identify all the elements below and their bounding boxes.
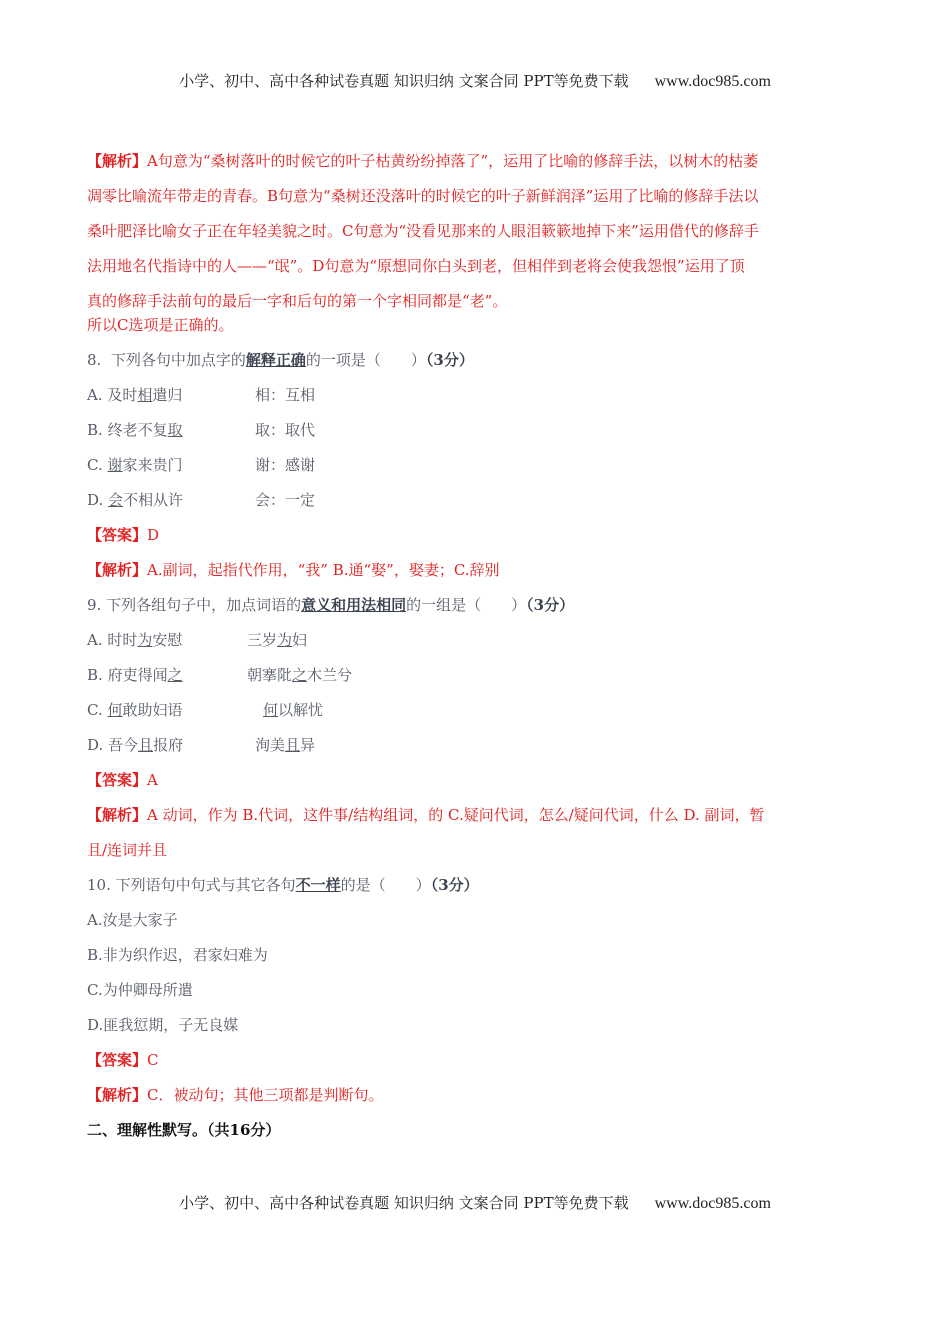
q8-option-a: [87, 383, 865, 418]
q9-option-d: [87, 733, 865, 768]
header-url[interactable]: www.doc985.com: [654, 73, 771, 90]
q9-analysis: [87, 803, 865, 838]
answer-label: 【答案】: [87, 526, 148, 544]
footer-url[interactable]: www.doc985.com: [654, 1195, 771, 1212]
answer-label: 【答案】: [87, 1051, 148, 1069]
option-text: 吾今: [108, 736, 139, 754]
analysis-line: 凋零比喻流年带走的青春。B句意为“桑树还没落叶的时候它的叶子新鲜润泽”运用了比喻的修辞手法以: [87, 187, 759, 205]
page-header: [0, 70, 950, 91]
option-letter: A.: [87, 631, 103, 649]
option-text: 遣归: [152, 386, 183, 404]
q8-answer: [87, 523, 865, 558]
answer-value: A: [147, 771, 158, 789]
question-score: （3分）: [526, 596, 575, 614]
analysis-label: 【解析】: [87, 561, 148, 579]
q7-analysis: [87, 144, 865, 319]
option-text: 家来贵门: [122, 456, 183, 474]
question-number: 10.: [87, 876, 111, 894]
question-number: 9.: [87, 596, 102, 614]
analysis-line: A句意为“桑树落叶的时候它的叶子枯黄纷纷掉落了”，运用了比喻的修辞手法，以树木的枯萎: [147, 152, 759, 170]
option-text: 洵美: [255, 736, 286, 754]
q10-option-c: C.为仲卿母所遣: [87, 981, 193, 999]
question-prefix: 下列各句中加点字的: [110, 351, 246, 369]
analysis-line: 桑叶肥泽比喻女子正在年轻美貌之时。C句意为“没看见那来的人眼泪簌簌地掉下来”运用借代的修辞手: [87, 222, 759, 240]
q8-option-c: [87, 453, 865, 488]
option-gloss: 取：取代: [255, 421, 316, 439]
option-text: 敢助妇语: [122, 701, 183, 719]
q9-option-c: [87, 698, 865, 733]
page-footer: [0, 1192, 950, 1213]
question-emphasis: 不一样: [295, 876, 341, 894]
option-text: 报府: [153, 736, 184, 754]
q8-analysis: [87, 558, 865, 593]
option-text: 不相从许: [123, 491, 184, 509]
dotted-char: 相: [137, 386, 153, 404]
question-score: （3分）: [425, 351, 474, 369]
analysis-text: A.副词，起指代作用，“我” B.通“娶”，娶妻；C.辞别: [147, 561, 500, 579]
header-text: 小学、初中、高中各种试卷真题 知识归纳 文案合同 PPT等免费下载: [179, 72, 629, 90]
question-suffix: 的一项是（ ）: [305, 351, 426, 369]
question-emphasis: 意义和用法相同: [301, 596, 407, 614]
option-gloss: 会：一定: [255, 491, 316, 509]
q10-answer: [87, 1048, 865, 1083]
option-letter: B.: [87, 666, 103, 684]
option-letter: D.: [87, 491, 104, 509]
document-body: [87, 144, 865, 1153]
q10-option-a: A.汝是大家子: [87, 911, 178, 929]
q9-option-a: [87, 628, 865, 663]
option-text: 府吏得闻: [107, 666, 168, 684]
q10-analysis: [87, 1083, 865, 1118]
option-letter: C.: [87, 456, 103, 474]
option-text: 木兰兮: [307, 666, 353, 684]
question-score: （3分）: [430, 876, 479, 894]
question-emphasis: 解释正确: [245, 351, 306, 369]
q9-answer: [87, 768, 865, 803]
dotted-char: 何: [263, 701, 279, 719]
q8-option-d: [87, 488, 865, 523]
q9-analysis-cont: 且/连词并且: [87, 841, 168, 859]
question-number: 8.: [87, 351, 102, 369]
analysis-label: 【解析】: [87, 806, 148, 824]
q9-question: [87, 593, 865, 628]
q7-conclusion: 所以C选项是正确的。: [87, 316, 234, 334]
q10-option-b: B.非为织作迟，君家妇难为: [87, 946, 268, 964]
dotted-char: 会: [108, 491, 124, 509]
analysis-line: 法用地名代指诗中的人——“氓”。D句意为“原想同你白头到老，但相伴到老将会使我怨恨”运用了顶: [87, 257, 745, 275]
q10-question: [87, 873, 865, 908]
dotted-char: 且: [285, 736, 301, 754]
analysis-text: A 动词，作为 B.代词，这件事/结构组词，的 C.疑问代词，怎么/疑问代词，什么 D. 副词，暂: [147, 806, 765, 824]
analysis-line: 真的修辞手法前句的最后一字和后句的第一个字相同都是“老”。: [87, 292, 508, 310]
option-text: 安慰: [152, 631, 183, 649]
q8-question: [87, 348, 865, 383]
answer-value: C: [147, 1051, 159, 1069]
option-text: 时时: [107, 631, 138, 649]
dotted-char: 为: [137, 631, 153, 649]
q10-option-d: D.匪我愆期，子无良媒: [87, 1016, 239, 1034]
dotted-char: 取: [167, 421, 183, 439]
dotted-char: 之: [167, 666, 183, 684]
answer-label: 【答案】: [87, 771, 148, 789]
option-text: 终老不复: [107, 421, 168, 439]
option-text: 异: [300, 736, 316, 754]
question-prefix: 下列各组句子中，加点词语的: [106, 596, 302, 614]
answer-value: D: [147, 526, 160, 544]
footer-text: 小学、初中、高中各种试卷真题 知识归纳 文案合同 PPT等免费下载: [179, 1194, 629, 1212]
q9-option-b: [87, 663, 865, 698]
question-suffix: 的一组是（ ）: [406, 596, 527, 614]
option-text: 朝搴阰: [247, 666, 293, 684]
option-letter: A.: [87, 386, 103, 404]
option-text: 以解忧: [278, 701, 324, 719]
section-heading: 二、理解性默写。（共16分）: [87, 1121, 281, 1139]
q8-option-b: [87, 418, 865, 453]
analysis-label: 【解析】: [87, 1086, 148, 1104]
dotted-char: 之: [292, 666, 308, 684]
analysis-label: 【解析】: [87, 152, 148, 170]
option-letter: C.: [87, 701, 103, 719]
analysis-text: C．被动句；其他三项都是判断句。: [147, 1086, 384, 1104]
dotted-char: 谢: [107, 456, 123, 474]
dotted-char: 何: [107, 701, 123, 719]
option-text: 及时: [107, 386, 138, 404]
dotted-char: 为: [277, 631, 293, 649]
option-gloss: 谢：感谢: [255, 456, 316, 474]
option-letter: B.: [87, 421, 103, 439]
question-suffix: 的是（ ）: [340, 876, 431, 894]
option-text: 妇: [292, 631, 308, 649]
question-prefix: 下列语句中句式与其它各句: [115, 876, 296, 894]
option-gloss: 相：互相: [255, 386, 316, 404]
dotted-char: 且: [138, 736, 154, 754]
option-letter: D.: [87, 736, 104, 754]
option-text: 三岁: [247, 631, 278, 649]
